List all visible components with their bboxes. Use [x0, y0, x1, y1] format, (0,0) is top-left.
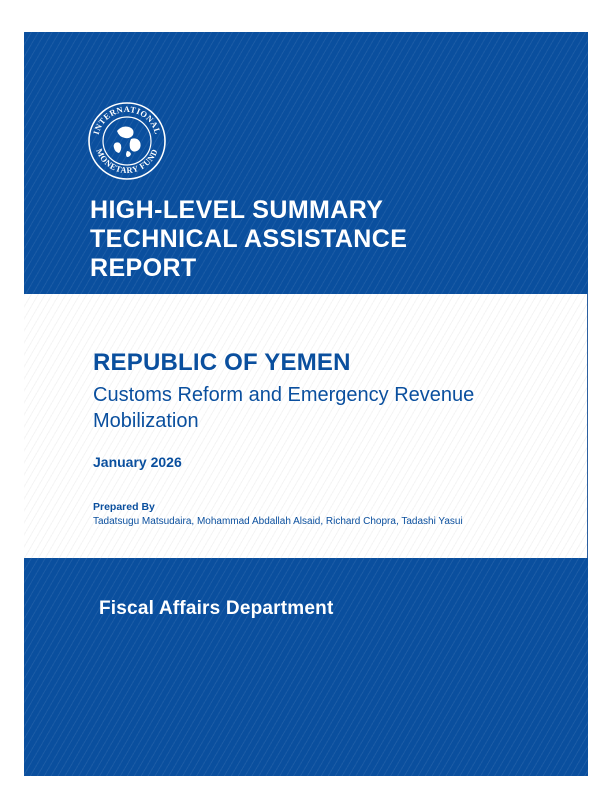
- imf-seal-icon: [87, 101, 167, 181]
- department-name: Fiscal Affairs Department: [99, 598, 334, 619]
- seal-ring-text-top: INTERNATIONAL: [91, 104, 163, 136]
- report-type-line-3: REPORT: [90, 254, 197, 282]
- country-title: REPUBLIC OF YEMEN: [93, 349, 351, 376]
- authors-list: Tadatsugu Matsudaira, Mohammad Abdallah Alsaid, Richard Chopra, Tadashi Yasui: [93, 516, 463, 527]
- seal-globe-icon: [114, 127, 141, 158]
- report-subtitle: Customs Reform and Emergency Revenue Mobilization: [93, 384, 475, 432]
- footer-band: [24, 558, 588, 776]
- prepared-by-label: Prepared By: [93, 501, 155, 513]
- report-type-line-2: TECHNICAL ASSISTANCE: [90, 225, 408, 253]
- seal-ring-text-bottom: MONETARY FUND: [94, 147, 160, 176]
- report-type-line-1: HIGH-LEVEL SUMMARY: [90, 196, 384, 224]
- report-type-title: [90, 196, 407, 283]
- report-date: January 2026: [93, 454, 182, 470]
